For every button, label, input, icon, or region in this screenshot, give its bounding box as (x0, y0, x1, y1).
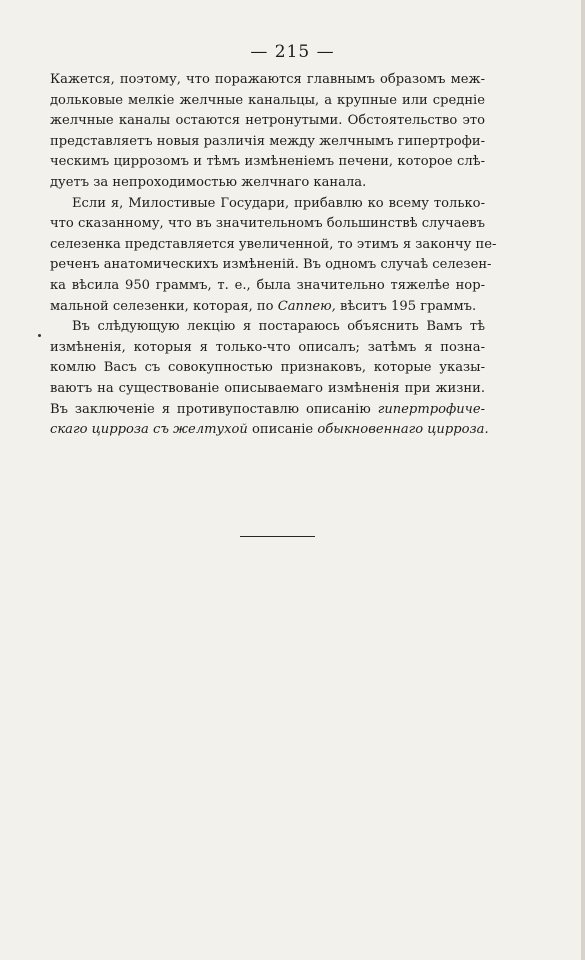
text-line: Если я, Милостивые Государи, прибавлю ко всему только- (72, 195, 485, 211)
italic-term: скаго цирроза съ желтухой (50, 422, 248, 438)
text-line: измѣненія, которыя я только-что описалъ; затѣмъ я позна- (50, 339, 485, 355)
italic-term: обыкновеннаго цирроза. (317, 422, 489, 438)
paragraph-2 (50, 194, 497, 318)
text-line: представляетъ новыя различія между желчнымъ гипертрофи- (50, 133, 486, 149)
text-fragment: мальной селезенки, которая, по (50, 298, 278, 314)
text-line: ческимъ циррозомъ и тѣмъ измѣненіемъ печени, которое слѣ- (50, 154, 485, 170)
text-line (50, 420, 489, 441)
paragraph-3 (50, 317, 489, 441)
text-line: ка вѣсила 950 граммъ, т. е., была значительно тяжелѣе нор- (50, 277, 485, 293)
author-name-italic: Саппею, (277, 298, 336, 314)
section-separator-rule (240, 536, 315, 537)
text-line (50, 297, 485, 318)
text-fragment: Въ заключеніе я противупоставлю описанію (50, 401, 378, 417)
text-line: комлю Васъ съ совокупностью признаковъ, которые указы- (50, 360, 485, 376)
text-fragment: вѣситъ 195 граммъ. (335, 298, 477, 314)
margin-dot (38, 334, 41, 337)
page-number: — 215 — (250, 42, 335, 62)
text-line: Кажется, поэтому, что поражаются главнымъ образомъ меж- (50, 72, 485, 87)
text-line: ваютъ на существованіе описываемаго измѣненія при жизни. (50, 380, 485, 396)
text-line: дуетъ за непроходимостью желчнаго канала. (50, 174, 367, 190)
page-edge (581, 0, 585, 960)
text-line: селезенка представляется увеличенной, то этимъ я закончу пе- (50, 236, 497, 252)
paragraph-1 (50, 70, 485, 194)
text-fragment: описаніе (247, 422, 318, 438)
text-line: реченъ анатомическихъ измѣненій. Въ одномъ случаѣ селезен- (50, 257, 492, 273)
italic-term: гипертрофиче- (377, 401, 485, 417)
text-line: дольковые мелкіе желчные канальцы, а крупные или средніе (50, 92, 485, 108)
text-line (50, 400, 485, 421)
body-text (50, 70, 497, 441)
text-line: Въ слѣдующую лекцію я постараюсь объяснить Вамъ тѣ (72, 319, 485, 335)
text-line: желчные каналы остаются нетронутыми. Обстоятельство это (50, 113, 485, 129)
text-line: что сказанному, что въ значительномъ большинствѣ случаевъ (50, 216, 485, 232)
